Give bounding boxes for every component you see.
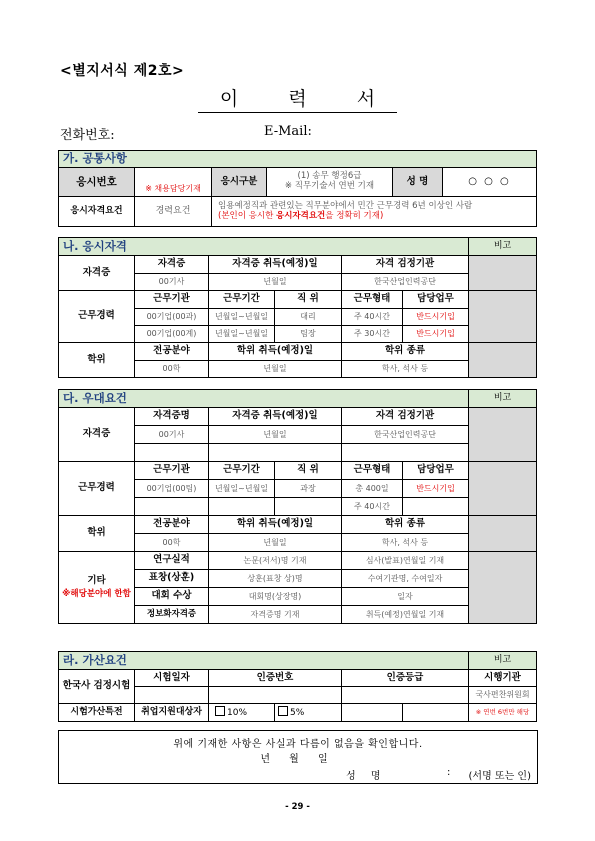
phone-label: 전화번호: [60, 128, 115, 143]
cell[interactable]: 00기사 [135, 426, 209, 444]
cell[interactable]: 주 30시간 [342, 326, 403, 343]
cell[interactable] [135, 687, 209, 704]
special-note: ※ 연번 6번만 해당 [469, 704, 537, 722]
cell[interactable]: 총 400일 [342, 480, 403, 498]
remarks-cell [469, 291, 537, 343]
qualification-table [58, 237, 537, 378]
col-header: 담당업무 [403, 291, 469, 309]
cell[interactable] [342, 444, 469, 462]
remarks-cell [469, 343, 537, 378]
option-10[interactable]: 10% [209, 704, 275, 722]
col-header: 학위 취득(예정)일 [209, 516, 342, 534]
cell[interactable]: 년월일~년월일 [209, 480, 275, 498]
special-label: 시험가산특전 [59, 704, 135, 722]
declaration-box [58, 730, 538, 784]
cell[interactable]: 반드시기입 [403, 309, 469, 326]
cell[interactable]: 00학 [135, 361, 209, 378]
col-header: 자격증 취득(예정)일 [209, 256, 342, 274]
declaration-text: 위에 기재한 사항은 사실과 다름이 없음을 확인합니다. [173, 739, 423, 750]
cell[interactable]: 일자 [342, 588, 469, 606]
cell[interactable]: 학사, 석사 등 [342, 534, 469, 552]
checkbox-5[interactable] [278, 706, 288, 716]
col-header: 자격증 취득(예정)일 [209, 408, 342, 426]
etc-row-label: 대회 수상 [135, 588, 209, 606]
cell[interactable]: 수여기관명, 수여일자 [342, 570, 469, 588]
cell[interactable]: 팀장 [275, 326, 342, 343]
col-header: 전공분야 [135, 516, 209, 534]
section-qualification: 나. 응시자격 [59, 238, 469, 256]
remarks-cell [469, 462, 537, 516]
col-header: 근무기간 [209, 291, 275, 309]
cell[interactable]: 년월일~년월일 [209, 309, 275, 326]
page-number: - 29 - [285, 802, 310, 812]
sign-label: 성 명 [346, 771, 387, 782]
exam-no-label: 응시번호 [59, 168, 135, 197]
requirement-label: 응시자격요건 [59, 197, 135, 227]
qual-career-label: 근무경력 [59, 291, 135, 343]
qual-degree-label: 학위 [59, 343, 135, 378]
name-label: 성 명 [393, 168, 443, 197]
remarks-cell [469, 516, 537, 552]
cell[interactable]: 주 40시간 [342, 309, 403, 326]
cell[interactable]: 00기업(00팀) [135, 480, 209, 498]
col-header: 근무기관 [135, 462, 209, 480]
cell[interactable] [209, 687, 342, 704]
email-label: E-Mail: [264, 124, 312, 139]
col-header: 자격 검정기관 [342, 408, 469, 426]
checkbox-10[interactable] [215, 706, 225, 716]
sign-note: (서명 또는 인) [468, 771, 531, 782]
remarks-header: 비고 [469, 652, 537, 670]
col-header: 근무기간 [209, 462, 275, 480]
sign-colon: : [447, 767, 451, 778]
category-label: 응시구분 [212, 168, 267, 197]
remarks-header: 비고 [469, 390, 537, 408]
requirement-desc: 임용예정직과 관련있는 직무분야에서 민간 근무경력 6년 이상인 사람 (본인이 응시한 응시자격요건을 정확히 기재) [212, 197, 537, 227]
cell[interactable]: 학사, 석사 등 [342, 361, 469, 378]
exam-no-field[interactable]: ※ 채용담당기재 [135, 168, 212, 197]
cell[interactable]: 00기업(00과) [135, 309, 209, 326]
col-header: 시행기관 [469, 670, 537, 687]
pref-cert-label: 자격증 [59, 408, 135, 462]
preference-table [58, 389, 537, 624]
section-common: 가. 공통사항 [59, 151, 537, 168]
col-header: 시험일자 [135, 670, 209, 687]
page-title: 이 력 서 [0, 84, 595, 111]
cell[interactable] [403, 704, 469, 722]
name-field[interactable]: ○ ○ ○ [443, 168, 537, 197]
cell[interactable]: 반드시기입 [403, 480, 469, 498]
col-header: 자격 검정기관 [342, 256, 469, 274]
col-header: 직 위 [275, 291, 342, 309]
remarks-cell [469, 408, 537, 462]
cell[interactable]: 년월일~년월일 [209, 326, 275, 343]
remarks-header: 비고 [469, 238, 537, 256]
col-header: 자격증명 [135, 408, 209, 426]
category-field[interactable]: (1) 송무 행정6급 ※ 직무기술서 연번 기재 [267, 168, 393, 197]
cell[interactable]: 년월일 [209, 426, 342, 444]
cell[interactable] [135, 444, 209, 462]
cell[interactable]: 반드시기입 [403, 326, 469, 343]
col-header: 인증등급 [342, 670, 469, 687]
cell[interactable]: 과장 [275, 480, 342, 498]
option-5[interactable]: 5% [275, 704, 342, 722]
col-header: 근무형태 [342, 462, 403, 480]
col-header: 직 위 [275, 462, 342, 480]
col-header: 담당업무 [403, 462, 469, 480]
remarks-cell [469, 552, 537, 624]
form-number: <별지서식 제2호> [60, 63, 185, 79]
section-preference: 다. 우대요건 [59, 390, 469, 408]
cell[interactable]: 00기사 [135, 274, 209, 291]
col-header: 자격증 [135, 256, 209, 274]
qual-cert-label: 자격증 [59, 256, 135, 291]
col-header: 학위 종류 [342, 516, 469, 534]
pref-career-label: 근무경력 [59, 462, 135, 516]
date-line: 년 월 일 [260, 754, 336, 765]
history-exam-label: 한국사 검정시험 [59, 670, 135, 704]
agency-cell: 국사편찬위원회 [469, 687, 537, 704]
cell[interactable]: 심사(발표)연월일 기재 [342, 552, 469, 570]
etc-row-label: 표창(상훈) [135, 570, 209, 588]
bonus-table [58, 651, 537, 722]
pref-degree-label: 학위 [59, 516, 135, 552]
cell[interactable]: 주 40시간 [342, 498, 403, 516]
special-type: 취업지원대상자 [135, 704, 209, 722]
col-header: 학위 종류 [342, 343, 469, 361]
cell[interactable] [342, 704, 403, 722]
cell[interactable] [403, 498, 469, 516]
common-table [58, 150, 537, 227]
requirement-field[interactable]: 경력요건 [135, 197, 212, 227]
col-header: 근무기관 [135, 291, 209, 309]
cell[interactable]: 자격증명 기재 [209, 606, 342, 624]
etc-row-label: 연구실적 [135, 552, 209, 570]
cell[interactable]: 년월일 [209, 274, 342, 291]
cell[interactable]: 한국산업인력공단 [342, 274, 469, 291]
cell[interactable]: 00학 [135, 534, 209, 552]
cell[interactable] [209, 498, 275, 516]
cell[interactable]: 00기업(00계) [135, 326, 209, 343]
cell[interactable]: 대리 [275, 309, 342, 326]
cell[interactable]: 취득(예정)연월일 기재 [342, 606, 469, 624]
col-header: 근무형태 [342, 291, 403, 309]
cell[interactable] [209, 444, 342, 462]
section-bonus: 라. 가산요건 [59, 652, 469, 670]
cell[interactable] [135, 498, 209, 516]
remarks-cell [469, 256, 537, 291]
cell[interactable]: 년월일 [209, 534, 342, 552]
cell[interactable]: 년월일 [209, 361, 342, 378]
cell[interactable] [342, 687, 469, 704]
cell[interactable]: 논문(저서)명 기재 [209, 552, 342, 570]
etc-row-label: 정보화자격증 [135, 606, 209, 624]
cell[interactable]: 대회명(상장명) [209, 588, 342, 606]
pref-etc-label: 기타 ※해당분야에 한함 [59, 552, 135, 624]
cell[interactable]: 한국산업인력공단 [342, 426, 469, 444]
cell[interactable] [275, 498, 342, 516]
col-header: 인증번호 [209, 670, 342, 687]
cell[interactable]: 상훈(표창 상)명 [209, 570, 342, 588]
col-header: 전공분야 [135, 343, 209, 361]
col-header: 학위 취득(예정)일 [209, 343, 342, 361]
etc-note: ※해당분야에 한함 [62, 588, 131, 599]
